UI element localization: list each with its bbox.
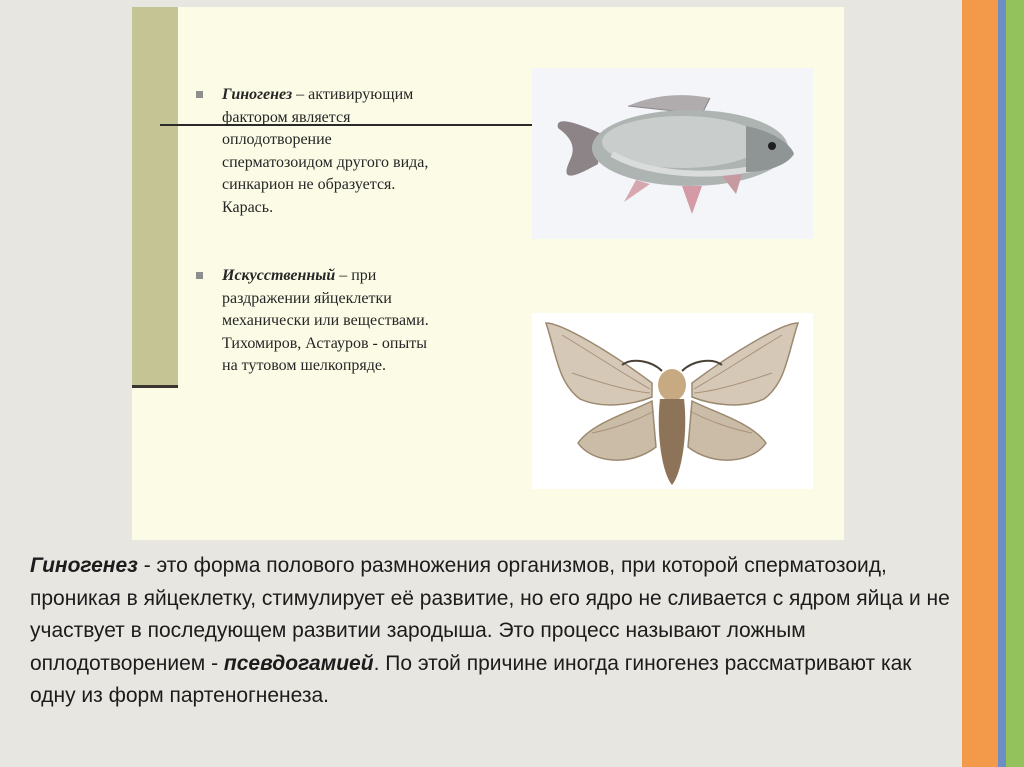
bullet-line: – активирующим	[296, 86, 414, 103]
bullet-line: – при	[339, 267, 377, 284]
definition-paragraph	[30, 550, 954, 713]
definition-term-pseudogamy: псевдогамией	[223, 651, 374, 675]
definition-text-part2: . По этой причине иногда гиногенез рассматривают как одну из форм партеногненеза.	[30, 651, 912, 707]
bullet-line: синкарион не образуется.	[222, 176, 396, 193]
bullet-line: Тихомиров, Астауров - опыты	[222, 334, 427, 352]
bullet-line: фактором является	[222, 108, 351, 126]
decor-stripe-orange	[962, 0, 998, 767]
bullet-term: Искусственный	[222, 267, 336, 284]
bullet-square-icon	[196, 91, 203, 98]
bullet-gynogenesis	[196, 84, 526, 219]
crucian-carp-icon	[532, 68, 813, 239]
silkworm-moth-icon	[532, 313, 813, 489]
bullet-line: оплодотворение	[222, 131, 332, 148]
fish-image	[532, 68, 813, 239]
decor-stripe-blue	[998, 0, 1006, 767]
bullet-line: раздражении яйцеклетки	[222, 289, 392, 307]
bullet-line: на тутовом шелкопряде.	[222, 357, 387, 374]
slide-accent-bar-edge	[132, 385, 178, 388]
slide-accent-bar	[132, 7, 178, 387]
decor-stripe-green	[1006, 0, 1024, 767]
definition-term: Гиногенез	[30, 554, 138, 577]
moth-image	[532, 313, 813, 489]
bullet-line: сперматозоидом другого вида,	[222, 153, 429, 171]
bullet-term: Гиногенез	[222, 86, 293, 103]
definition-text-part1: - это форма полового размножения организмов, при которой сперматозоид, проникая в яйцеклетку, стимулирует её развитие, но его ядро не сливается с ядром яйца и не участвует в последующем развитии зародыша. Это процесс называют ложным оплодотворением -	[30, 554, 950, 675]
bullet-line: Карась.	[222, 198, 274, 216]
bullet-artificial	[196, 265, 526, 378]
bullet-line: механически или веществами.	[222, 312, 429, 329]
bullet-square-icon	[196, 272, 203, 279]
